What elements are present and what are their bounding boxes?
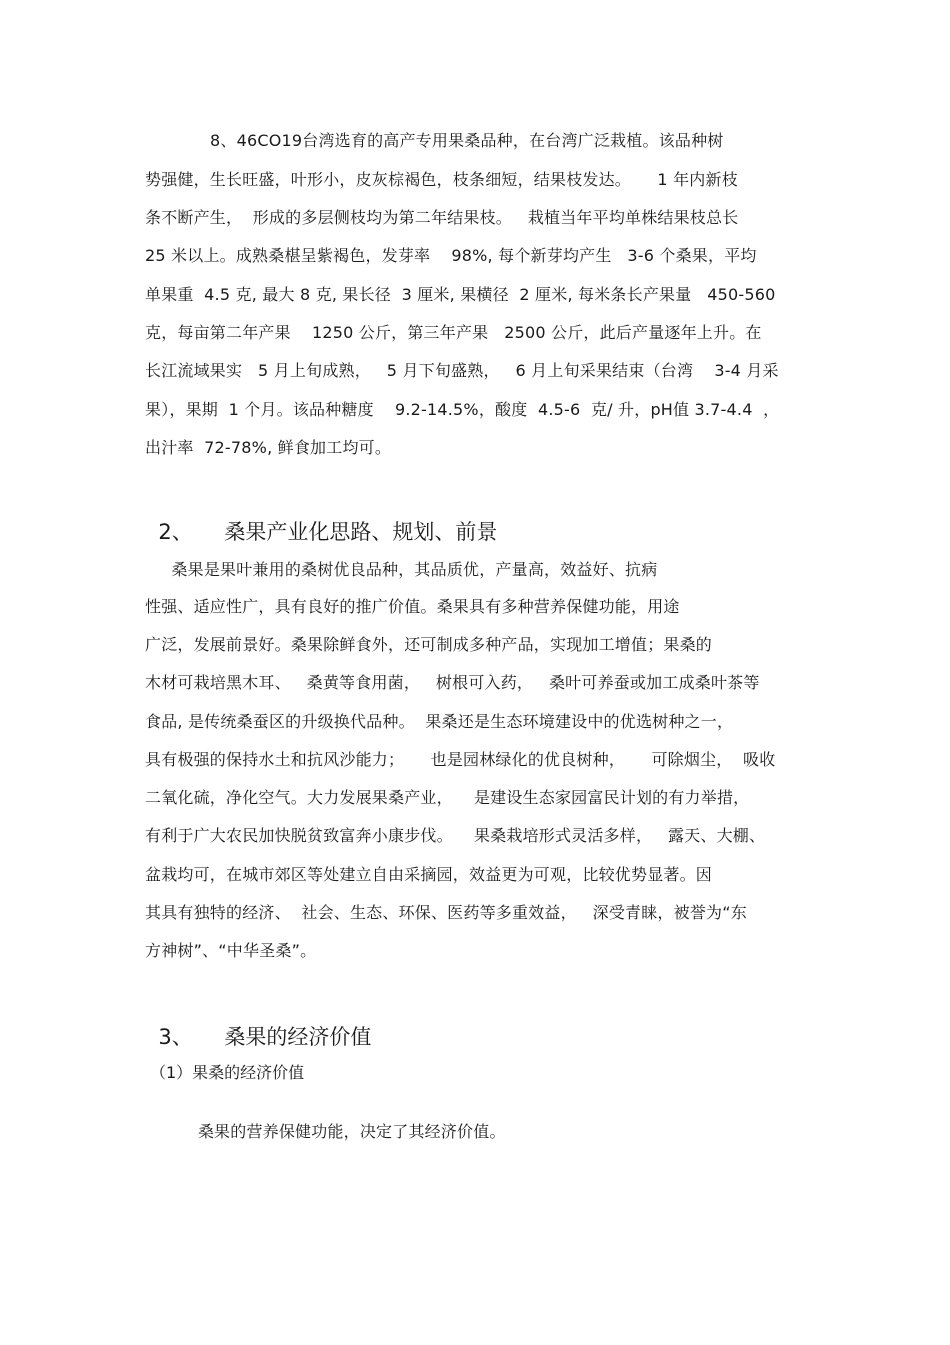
text-line: 条不断产生， 形成的多层侧枝均为第二年结果枝。 栽植当年平均单株结果枝总长 xyxy=(145,208,739,227)
text-line: 桑果的营养保健功能，决定了其经济价值。 xyxy=(145,1122,506,1141)
section-number: 3、 xyxy=(158,1025,193,1049)
text-line: 25 米以上。成熟桑椹呈紫褐色，发芽率 98%, 每个新芽均产生 3-6 个桑果，平均 xyxy=(145,246,757,265)
text-line: 其具有独特的经济、 社会、生态、环保、医药等多重效益， 深受青睐，被誉为“东 xyxy=(145,903,747,922)
text-line: 具有极强的保持水土和抗风沙能力； 也是园林绿化的优良树种， 可除烟尘， 吸收 xyxy=(145,750,776,769)
text-line: 有利于广大农民加快脱贫致富奔小康步伐。 果桑栽培形式灵活多样， 露天、大棚、 xyxy=(145,826,766,845)
text-line: 8、46CO19台湾选育的高产专用果桑品种，在台湾广泛栽植。该品种树 xyxy=(210,131,724,150)
text-line: 方神树”、“中华圣桑”。 xyxy=(145,941,317,960)
section-number: 2、 xyxy=(158,520,193,544)
text-line: 性强、适应性广，具有良好的推广价值。桑果具有多种营养保健功能，用途 xyxy=(145,597,680,616)
text-line: 食品, 是传统桑蚕区的升级换代品种。 果桑还是生态环境建设中的优选树种之一， xyxy=(145,712,734,731)
section-title: 桑果的经济价值 xyxy=(224,1025,372,1049)
text-line: 木材可栽培黑木耳、 桑黄等食用菌， 树根可入药， 桑叶可养蚕或加工成桑叶茶等 xyxy=(145,673,760,692)
text-line: 长江流域果实 5 月上旬成熟， 5 月下旬盛熟， 6 月上旬采果结束（台湾 3-4 月采 xyxy=(145,361,779,380)
text-line: 桑果是果叶兼用的桑树优良品种，其品质优，产量高，效益好、抗病 xyxy=(145,560,658,579)
text-line: 出汁率 72-78%, 鲜食加工均可。 xyxy=(145,438,392,457)
subsection-heading: （1）果桑的经济价值 xyxy=(150,1063,305,1082)
section-heading-3 xyxy=(145,998,371,1050)
text-line: 克，每亩第二年产果 1250 公斤，第三年产果 2500 公斤，此后产量逐年上升。在 xyxy=(145,323,762,342)
text-line: 势强健，生长旺盛，叶形小，皮灰棕褐色，枝条细短，结果枝发达。 1 年内新枝 xyxy=(145,170,738,189)
text-line: 单果重 4.5 克, 最大 8 克, 果长径 3 厘米, 果横径 2 厘米, 每米条长产果量 450-560 xyxy=(145,285,776,304)
text-line: 果），果期 1 个月。该品种糖度 9.2-14.5%，酸度 4.5-6 克/ 升，pH值 3.7-4.4 ， xyxy=(145,400,780,419)
section-heading-2 xyxy=(145,493,497,545)
section-title: 桑果产业化思路、规划、前景 xyxy=(224,520,498,544)
text-line: 广泛，发展前景好。桑果除鲜食外，还可制成多种产品，实现加工增值；果桑的 xyxy=(145,635,713,654)
text-line: 盆栽均可，在城市郊区等处建立自由采摘园，效益更为可观，比较优势显著。因 xyxy=(145,865,713,884)
text-line: 二氧化硫，净化空气。大力发展果桑产业， 是建设生态家园富民计划的有力举措， xyxy=(145,788,750,807)
